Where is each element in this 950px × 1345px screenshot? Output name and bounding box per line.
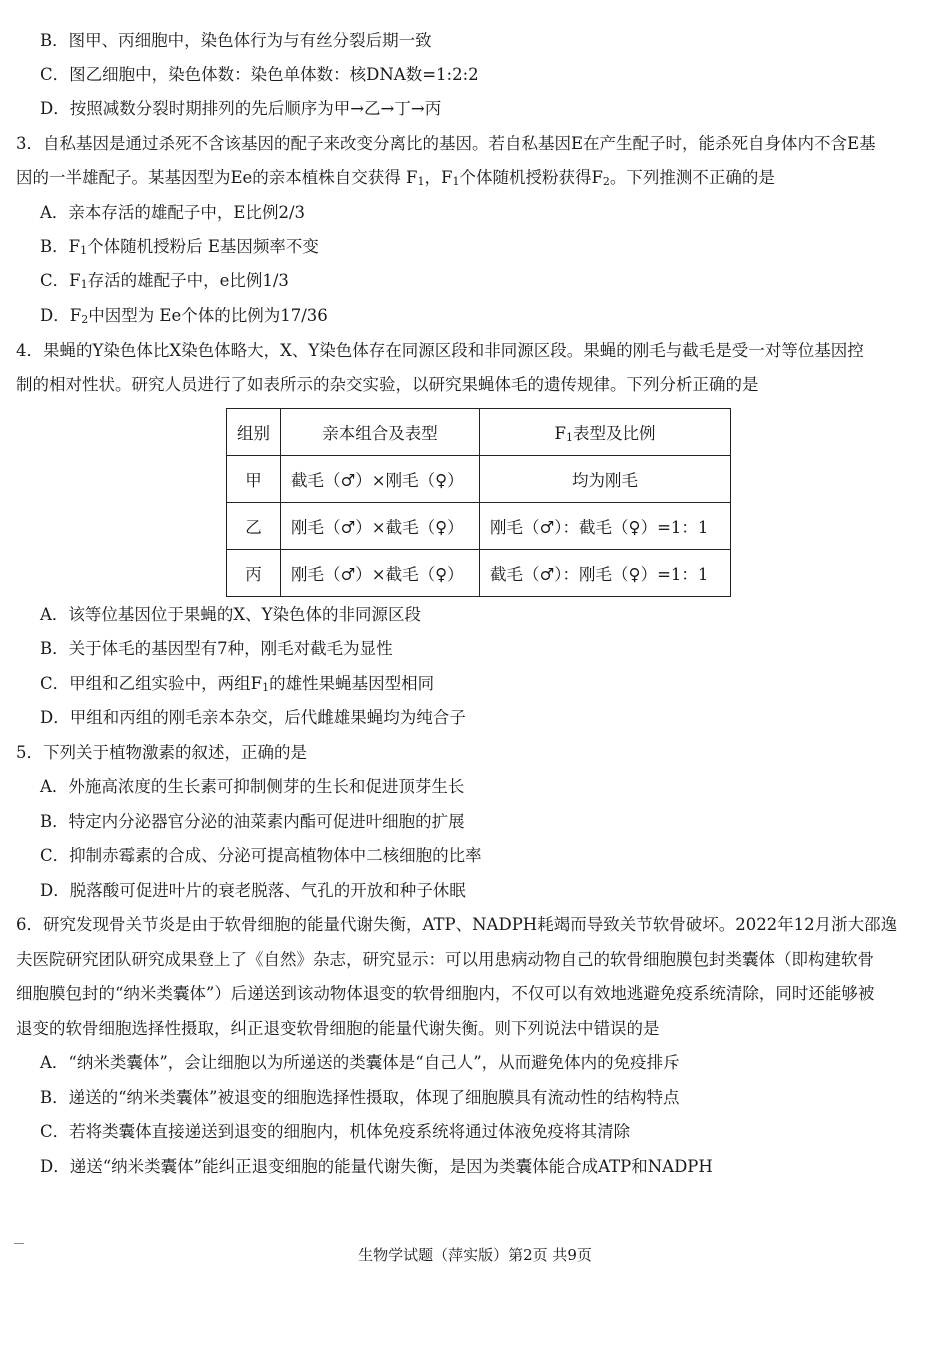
q4-option-a: A．该等位基因位于果蝇的X、Y染色体的非同源区段 xyxy=(40,605,422,624)
q3-option-d-prefix: D．F xyxy=(40,306,82,325)
q3-option-d-text: 中因型为 Ee个体的比例为17/36 xyxy=(88,306,328,325)
cell-group: 甲 xyxy=(227,456,281,503)
cell-parents: 截毛（♂）×刚毛（♀） xyxy=(281,456,480,503)
cell-f1: 均为刚毛 xyxy=(480,456,731,503)
header-f1 xyxy=(480,409,731,456)
cell-group: 乙 xyxy=(227,503,281,550)
q6-stem-line2: 夫医院研究团队研究成果登上了《自然》杂志，研究显示：可以用患病动物自己的软骨细胞膜包封类囊体（即构建软骨 xyxy=(16,950,874,969)
subscript: 1 xyxy=(417,175,425,188)
header-f1-prefix: F xyxy=(554,424,566,443)
subscript: 2 xyxy=(81,313,89,326)
subscript: 2 xyxy=(602,175,610,188)
page-footer: 生物学试题（萍实版）第2页 共9页 xyxy=(358,1246,592,1264)
q5-option-c: C．抑制赤霉素的合成、分泌可提高植物体中二核细胞的比率 xyxy=(40,846,482,865)
q3-option-b xyxy=(40,236,950,258)
subscript: 1 xyxy=(80,244,88,257)
header-group: 组别 xyxy=(227,409,281,456)
q3-stem-text-c: 个体随机授粉获得F xyxy=(459,168,603,187)
q6-option-b: B．递送的“纳米类囊体”被退变的细胞选择性摄取，体现了细胞膜具有流动性的结构特点 xyxy=(40,1088,680,1107)
header-f1-text: 表型及比例 xyxy=(572,424,656,443)
q4-option-c xyxy=(40,673,950,695)
subscript: 1 xyxy=(80,278,88,291)
q4-option-b: B．关于体毛的基因型有7种，刚毛对截毛为显性 xyxy=(40,639,393,658)
cell-f1: 截毛（♂）：刚毛（♀）=1：1 xyxy=(480,550,731,597)
q6-stem-line1: 6．研究发现骨关节炎是由于软骨细胞的能量代谢失衡，ATP、NADPH耗竭而导致关节软骨破坏。2022年12月浙大邵逸 xyxy=(16,915,898,934)
q6-option-c: C．若将类囊体直接递送到退变的细胞内，机体免疫系统将通过体液免疫将其清除 xyxy=(40,1122,631,1141)
q3-option-b-text: 个体随机授粉后 E基因频率不变 xyxy=(87,237,319,256)
q3-option-b-prefix: B．F xyxy=(40,237,81,256)
cell-parents: 刚毛（♂）×截毛（♀） xyxy=(281,550,480,597)
q3-stem-line2 xyxy=(16,167,950,189)
q3-stem-text-b: ，F xyxy=(424,168,453,187)
cell-group: 丙 xyxy=(227,550,281,597)
q3-option-c xyxy=(40,270,950,292)
q5-option-d: D．脱落酸可促进叶片的衰老脱落、气孔的开放和种子休眠 xyxy=(40,881,466,900)
q6-stem-line4: 退变的软骨细胞选择性摄取，纠正退变软骨细胞的能量代谢失衡。则下列说法中错误的是 xyxy=(16,1019,660,1038)
q4-stem-line2: 制的相对性状。研究人员进行了如表所示的杂交实验，以研究果蝇体毛的遗传规律。下列分析正确的是 xyxy=(16,375,759,394)
q3-option-a: A．亲本存活的雄配子中，E比例2/3 xyxy=(40,203,306,222)
q3-stem-text-d: 。下列推测不正确的是 xyxy=(609,168,775,187)
q4-option-c-prefix: C．甲组和乙组实验中，两组F xyxy=(40,674,263,693)
q2-option-d: D．按照减数分裂时期排列的先后顺序为甲→乙→丁→丙 xyxy=(40,99,442,118)
q3-stem-text-a: 因的一半雄配子。某基因型为Ee的亲本植株自交获得 F xyxy=(16,168,418,187)
header-parents: 亲本组合及表型 xyxy=(281,409,480,456)
table-row xyxy=(227,550,731,597)
q3-stem-line1: 3．自私基因是通过杀死不含该基因的配子来改变分离比的基因。若自私基因E在产生配子时，能杀死自身体内不含E基 xyxy=(16,134,876,153)
q5-option-b: B．特定内分泌器官分泌的油菜素内酯可促进叶细胞的扩展 xyxy=(40,812,465,831)
q4-stem-line1: 4．果蝇的Y染色体比X染色体略大，X、Y染色体存在同源区段和非同源区段。果蝇的刚毛与截毛是受一对等位基因控 xyxy=(16,341,864,360)
q2-option-c: C．图乙细胞中，染色体数：染色单体数：核DNA数=1:2:2 xyxy=(40,65,479,84)
cell-parents: 刚毛（♂）×截毛（♀） xyxy=(281,503,480,550)
q5-stem: 5．下列关于植物激素的叙述，正确的是 xyxy=(16,743,307,762)
q4-option-d: D．甲组和丙组的刚毛亲本杂交，后代雌雄果蝇均为纯合子 xyxy=(40,708,466,727)
q6-stem-line3: 细胞膜包封的“纳米类囊体”）后递送到该动物体退变的软骨细胞内，不仅可以有效地逃避免疫系统清除，同时还能够被 xyxy=(16,984,875,1003)
q3-option-c-prefix: C．F xyxy=(40,271,81,290)
cross-experiment-table xyxy=(226,408,731,597)
q2-option-b: B．图甲、丙细胞中，染色体行为与有丝分裂后期一致 xyxy=(40,31,432,50)
q3-option-d xyxy=(40,305,950,327)
table-row xyxy=(227,456,731,503)
cell-f1: 刚毛（♂）：截毛（♀）=1：1 xyxy=(480,503,731,550)
q6-option-d: D．递送“纳米类囊体”能纠正退变细胞的能量代谢失衡，是因为类囊体能合成ATP和NADPH xyxy=(40,1157,713,1176)
q5-option-a: A．外施高浓度的生长素可抑制侧芽的生长和促进顶芽生长 xyxy=(40,777,465,796)
q4-option-c-text: 的雄性果蝇基因型相同 xyxy=(269,674,435,693)
margin-mark xyxy=(14,1243,24,1244)
table-header-row xyxy=(227,409,731,456)
subscript: 1 xyxy=(565,431,573,444)
q6-option-a: A．“纳米类囊体”，会让细胞以为所递送的类囊体是“自己人”，从而避免体内的免疫排斥 xyxy=(40,1053,680,1072)
table-row xyxy=(227,503,731,550)
q3-option-c-text: 存活的雄配子中，e比例1/3 xyxy=(87,271,289,290)
subscript: 1 xyxy=(262,681,270,694)
subscript: 1 xyxy=(452,175,460,188)
